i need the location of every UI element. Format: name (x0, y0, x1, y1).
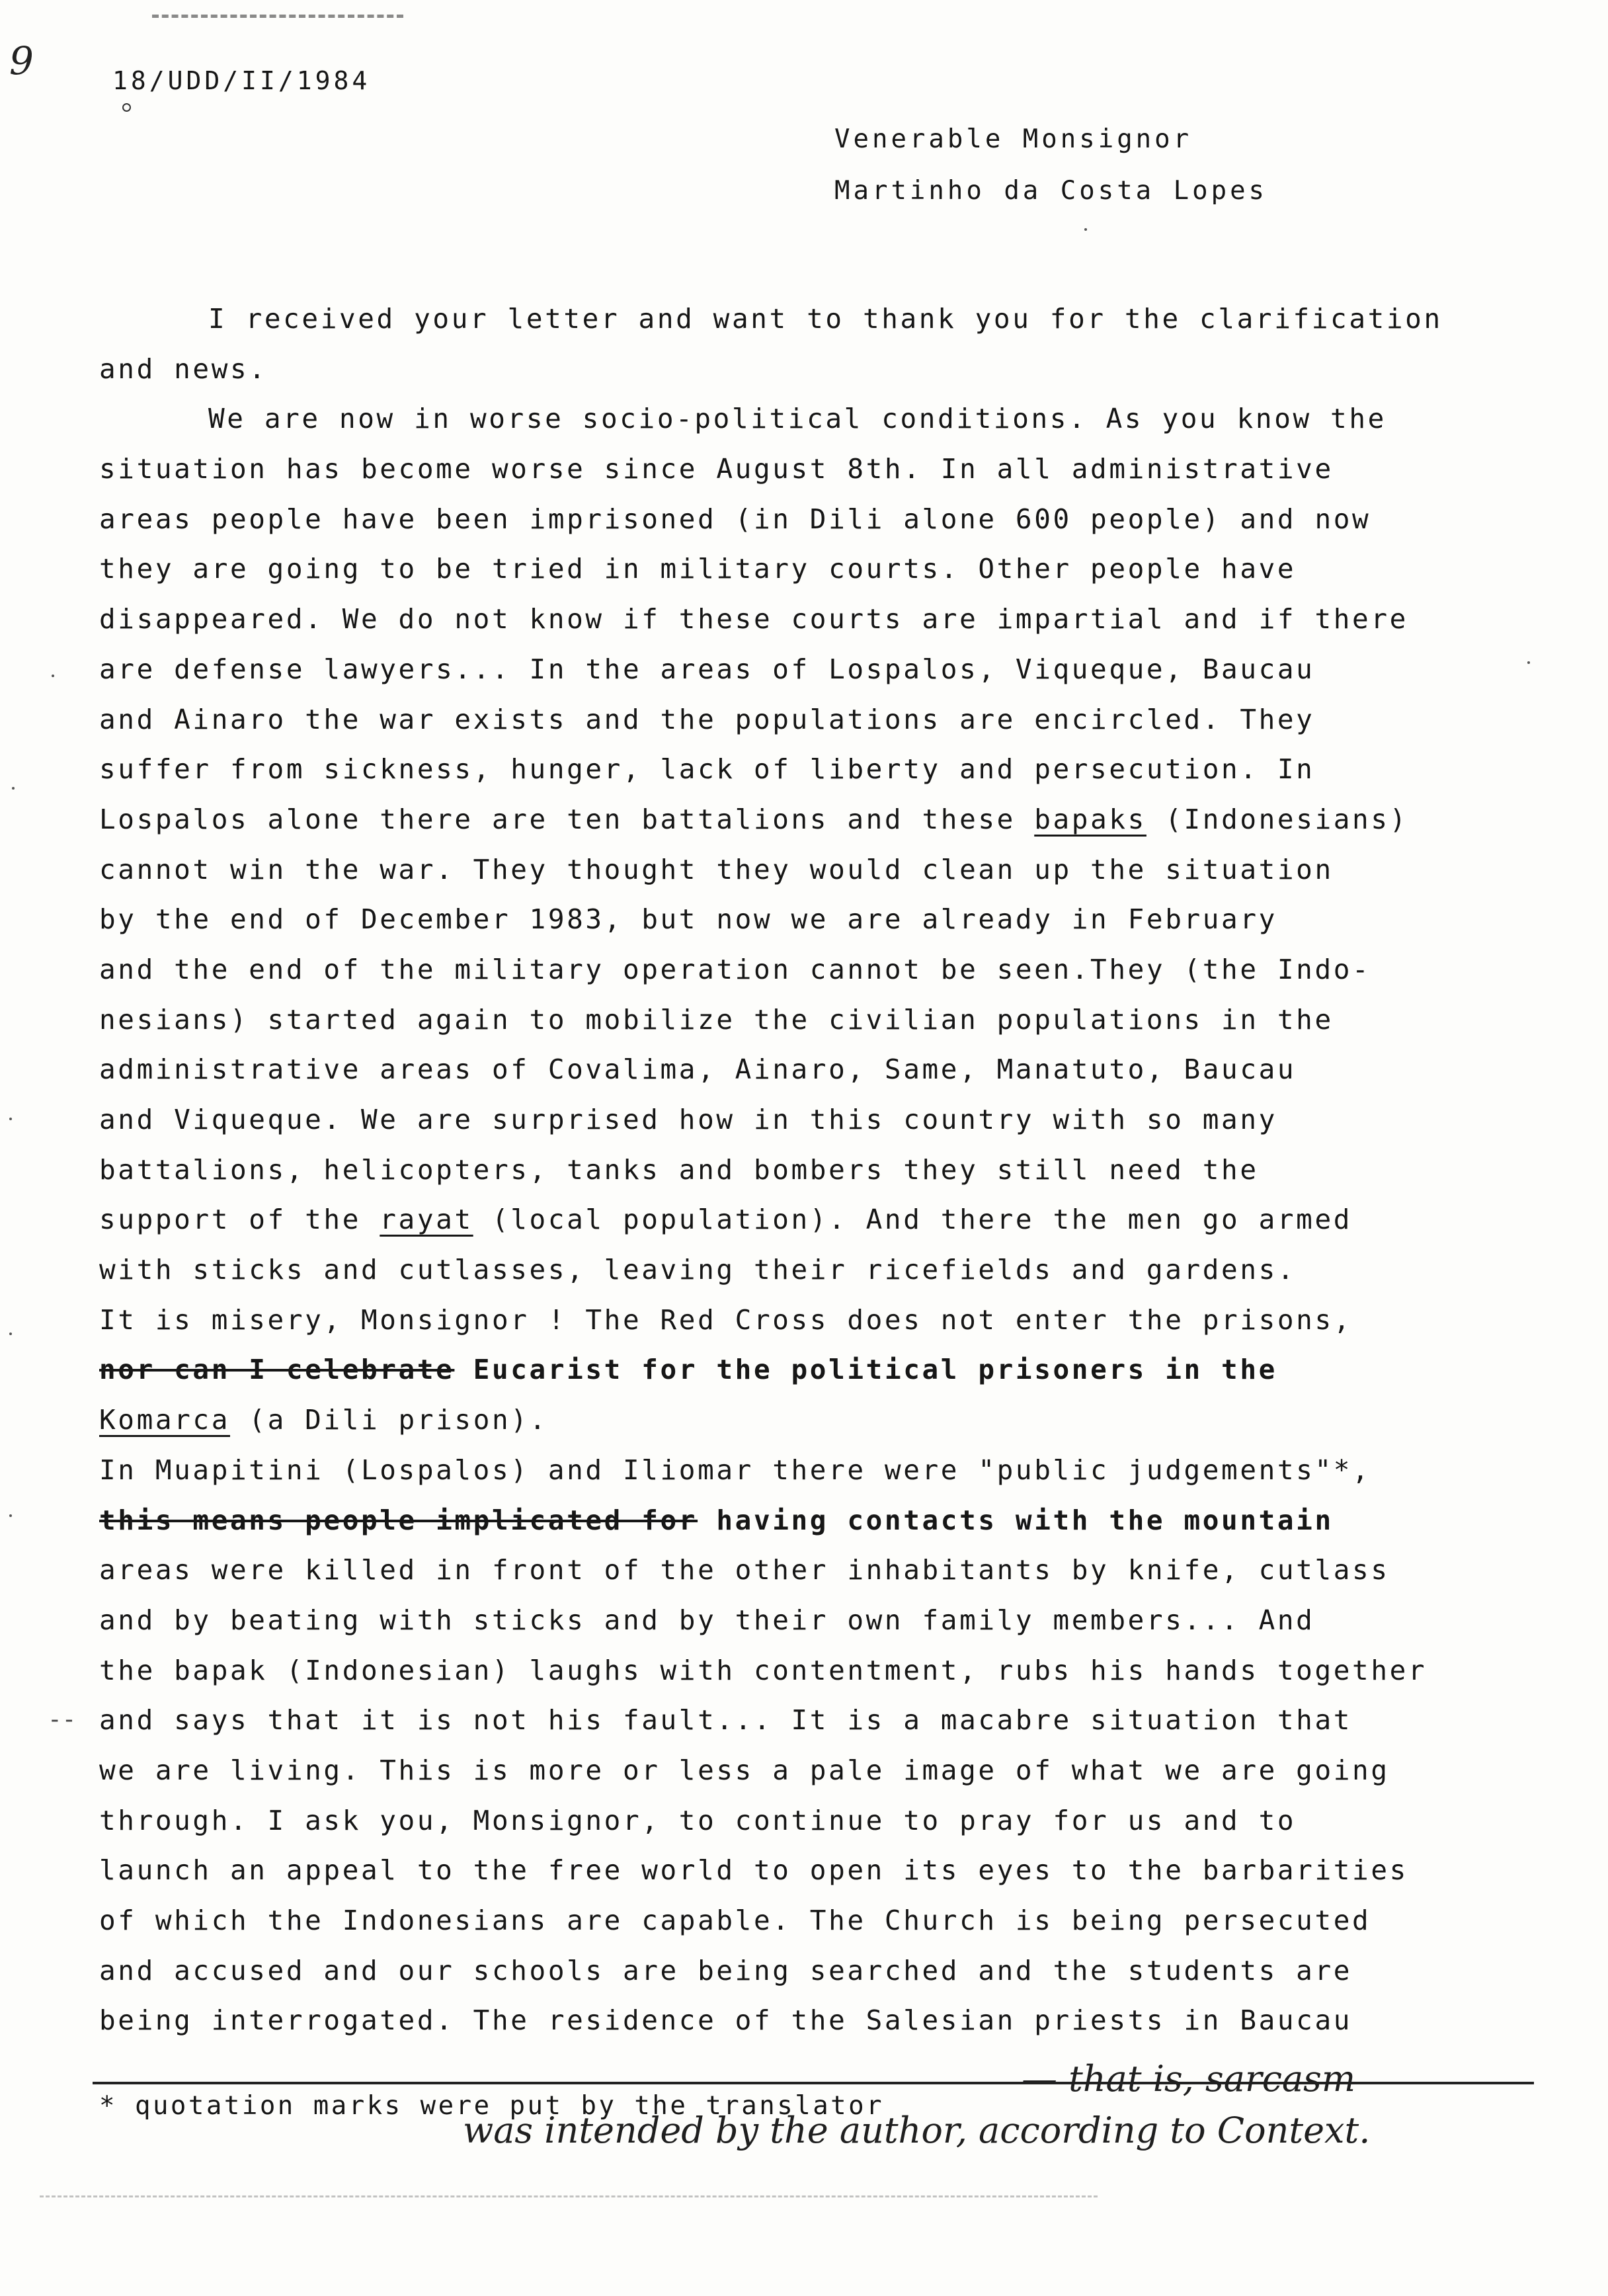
body-line: disappeared. We do not know if these courts are impartial and if there (99, 603, 1408, 636)
body-line: In Muapitini (Lospalos) and Iliomar there were "public judgements"*, (99, 1454, 1371, 1486)
underlined-term-komarca: Komarca (99, 1404, 230, 1436)
body-line: and says that it is not his fault... It is a macabre situation that (99, 1704, 1353, 1737)
body-line: cannot win the war. They thought they would clean up the situation (99, 853, 1334, 885)
footnote-typed: * quotation marks were put by the translator (99, 2091, 885, 2121)
body-line: of which the Indonesians are capable. The Church is being persecuted (99, 1905, 1371, 1936)
body-text-segment: (Indonesians) (1146, 803, 1408, 835)
body-line (99, 1496, 1554, 1546)
scan-speck (52, 675, 54, 677)
body-line: and Viqueque. We are surprised how in this country with so many (99, 1104, 1277, 1135)
body-line (99, 795, 1554, 845)
body-line: through. I ask you, Monsignor, to continue to pray for us and to (99, 1804, 1297, 1836)
addressee-block (834, 114, 1267, 217)
underlined-term-bapaks: bapaks (1034, 803, 1146, 835)
body-line: suffer from sickness, hunger, lack of liberty and persecution. In (99, 753, 1315, 786)
body-line: nesians) started again to mobilize the civilian populations in the (99, 1003, 1334, 1036)
margin-dash-mark: -- (48, 1706, 77, 1733)
body-line: areas were killed in front of the other inhabitants by knife, cutlass (99, 1554, 1390, 1586)
handwritten-page-mark: 9 (9, 38, 34, 83)
body-line: situation has become worse since August 8th. In all administrative (99, 453, 1334, 485)
body-text-segment: (a Dili prison). (230, 1404, 548, 1436)
body-line: launch an appeal to the free world to open its eyes to the barbarities (99, 1854, 1408, 1887)
body-line: by the end of December 1983, but now we are already in February (99, 903, 1277, 936)
body-line: we are living. This is more or less a pale image of what we are going (99, 1754, 1390, 1786)
body-line: the bapak (Indonesian) laughs with contentment, rubs his hands together (99, 1654, 1427, 1686)
ref-dot-mark (122, 103, 131, 112)
body-line: and accused and our schools are being searched and the students are (99, 1954, 1353, 1987)
body-line: are defense lawyers... In the areas of Lospalos, Viqueque, Baucau (99, 653, 1315, 685)
scan-speck (1527, 661, 1530, 664)
body-line: areas people have been imprisoned (in Dili alone 600 people) and now (99, 503, 1371, 535)
body-text-segment: Lospalos alone there are ten battalions and these (99, 803, 1035, 835)
scan-artifact-bottom (40, 2195, 1098, 2200)
body-line: We are now in worse socio-political conditions. As you know the (208, 403, 1387, 435)
scan-speck (1084, 228, 1087, 231)
scan-speck (9, 1332, 12, 1335)
body-line: battalions, helicopters, tanks and bombers they still need the (99, 1153, 1259, 1186)
body-line: It is misery, Monsignor ! The Red Cross does not enter the prisons, (99, 1303, 1353, 1336)
body-line (99, 1195, 1554, 1245)
body-line (99, 1395, 1554, 1446)
letter-body (99, 294, 1554, 2046)
body-line: and by beating with sticks and by their own family members... And (99, 1604, 1315, 1636)
struck-text: this means people implicated for (99, 1504, 698, 1536)
body-line: I received your letter and want to thank you for the clarification (208, 303, 1443, 335)
body-line: with sticks and cutlasses, leaving their ricefields and gardens. (99, 1254, 1297, 1286)
body-line: they are going to be tried in military courts. Other people have (99, 553, 1297, 585)
body-line: administrative areas of Covalima, Ainaro, Same, Manatuto, Baucau (99, 1053, 1297, 1086)
handwritten-note-line-1: — that is, sarcasm (1022, 2058, 1356, 2100)
handwritten-note-line-2: was intended by the author, according to Context. (463, 2110, 1371, 2151)
body-line: and the end of the military operation cannot be seen.They (the Indo- (99, 953, 1371, 985)
body-text-segment: Eucarist for the political prisoners in the (454, 1354, 1277, 1386)
addressee-title: Venerable Monsignor (834, 124, 1193, 154)
reference-number: 18/UDD/II/1984 (112, 66, 371, 95)
scan-speck (9, 1118, 12, 1120)
struck-text: nor can I celebrate (99, 1354, 455, 1386)
scan-speck (9, 1514, 12, 1517)
body-text-segment: having contacts with the mountain (698, 1504, 1334, 1536)
body-line: and Ainaro the war exists and the populations are encircled. They (99, 703, 1315, 735)
scan-speck (12, 787, 15, 790)
body-line: being interrogated. The residence of the Salesian priests in Baucau (99, 2004, 1353, 2037)
body-text-segment: (local population). And there the men go armed (473, 1204, 1353, 1236)
body-line (99, 1345, 1554, 1395)
body-text-segment: support of the (99, 1204, 380, 1236)
underlined-term-rayat: rayat (380, 1204, 473, 1236)
body-line: and news. (99, 352, 268, 385)
addressee-name: Martinho da Costa Lopes (834, 176, 1268, 206)
scan-artifact-line (152, 15, 403, 22)
